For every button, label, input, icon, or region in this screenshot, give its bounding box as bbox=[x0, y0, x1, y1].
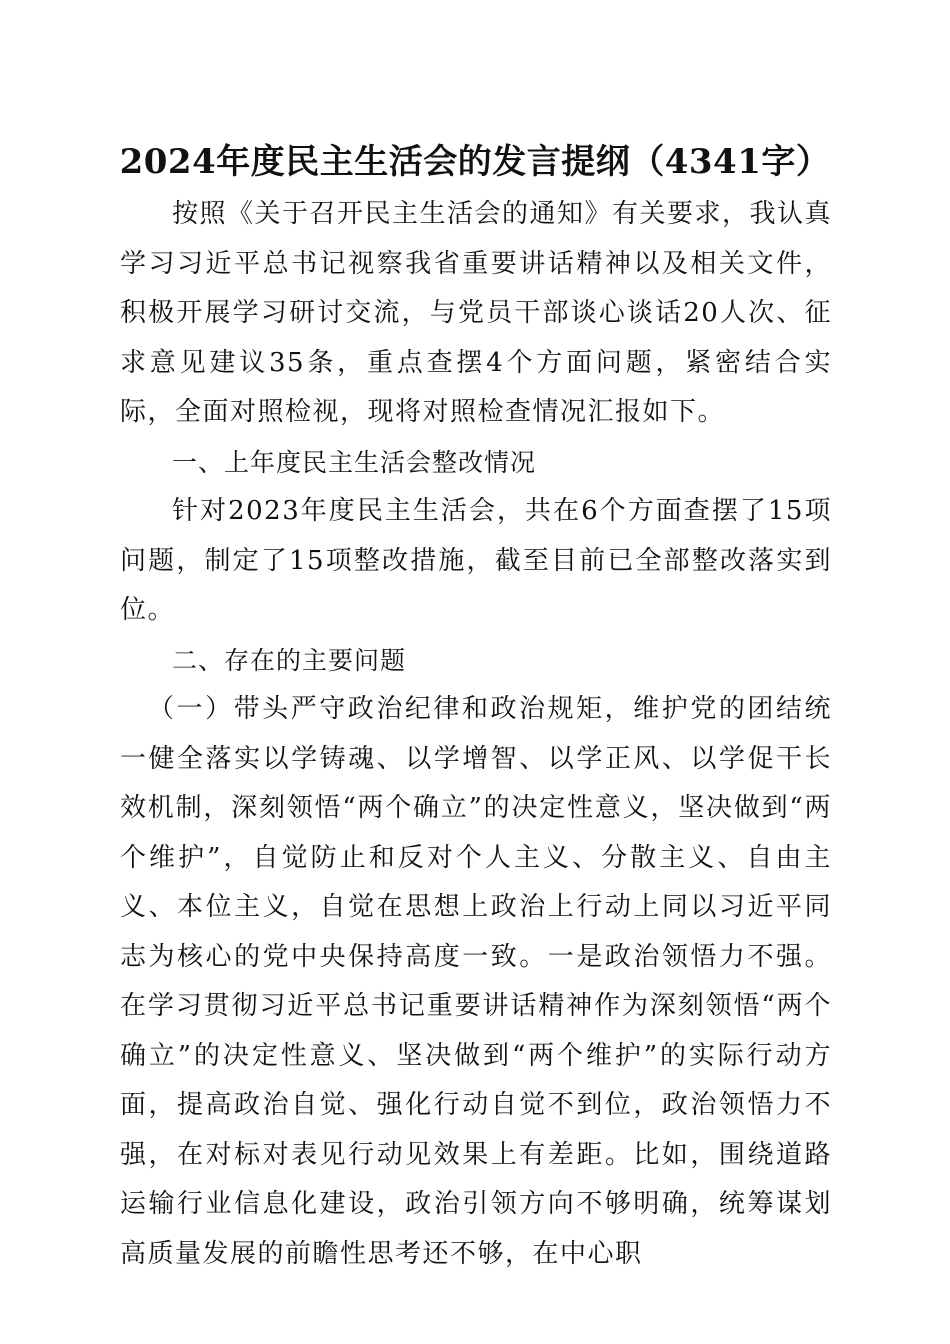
document-title: 2024年度民主生活会的发言提纲（4341字） bbox=[119, 142, 831, 182]
document-body bbox=[120, 190, 832, 1279]
section-2-heading: 二、存在的主要问题 bbox=[172, 645, 407, 675]
section-2-item-1-paragraph: （一）带头严守政治纪律和政治规矩，维护党的团结统一健全落实以学铸魂、以学增智、以学正风、以学促干长效机制，深刻领悟“两个确立”的决定性意义，坚决做到“两个维护”，自觉防止和反对个人主义、分散主义、自由主义、本位主义，自觉在思想上政治上行动上同以习近平同志为核心的党中央保持高度一致。一是政治领悟力不强。在学习贯彻习近平总书记重要讲话精神作为深刻领悟“两个确立”的决定性意义、坚决做到“两个维护”的实际行动方面，提高政治自觉、强化行动自觉不到位，政治领悟力不强，在对标对表见行动见效果上有差距。比如，围绕道路运输行业信息化建设，政治引领方向不够明确，统筹谋划高质量发展的前瞻性思考还不够，在中心职 bbox=[120, 694, 832, 1269]
section-1-paragraph: 针对2023年度民主生活会，共在6个方面查摆了15项问题，制定了15项整改措施，截至目前已全部整改落实到位。 bbox=[120, 496, 832, 625]
section-1-heading: 一、上年度民主生活会整改情况 bbox=[172, 447, 537, 477]
intro-paragraph: 按照《关于召开民主生活会的通知》有关要求，我认真学习习近平总书记视察我省重要讲话精神以及相关文件，积极开展学习研讨交流，与党员干部谈心谈话20人次、征求意见建议35条，重点查摆4个方面问题，紧密结合实际，全面对照检视，现将对照检查情况汇报如下。 bbox=[120, 199, 833, 427]
